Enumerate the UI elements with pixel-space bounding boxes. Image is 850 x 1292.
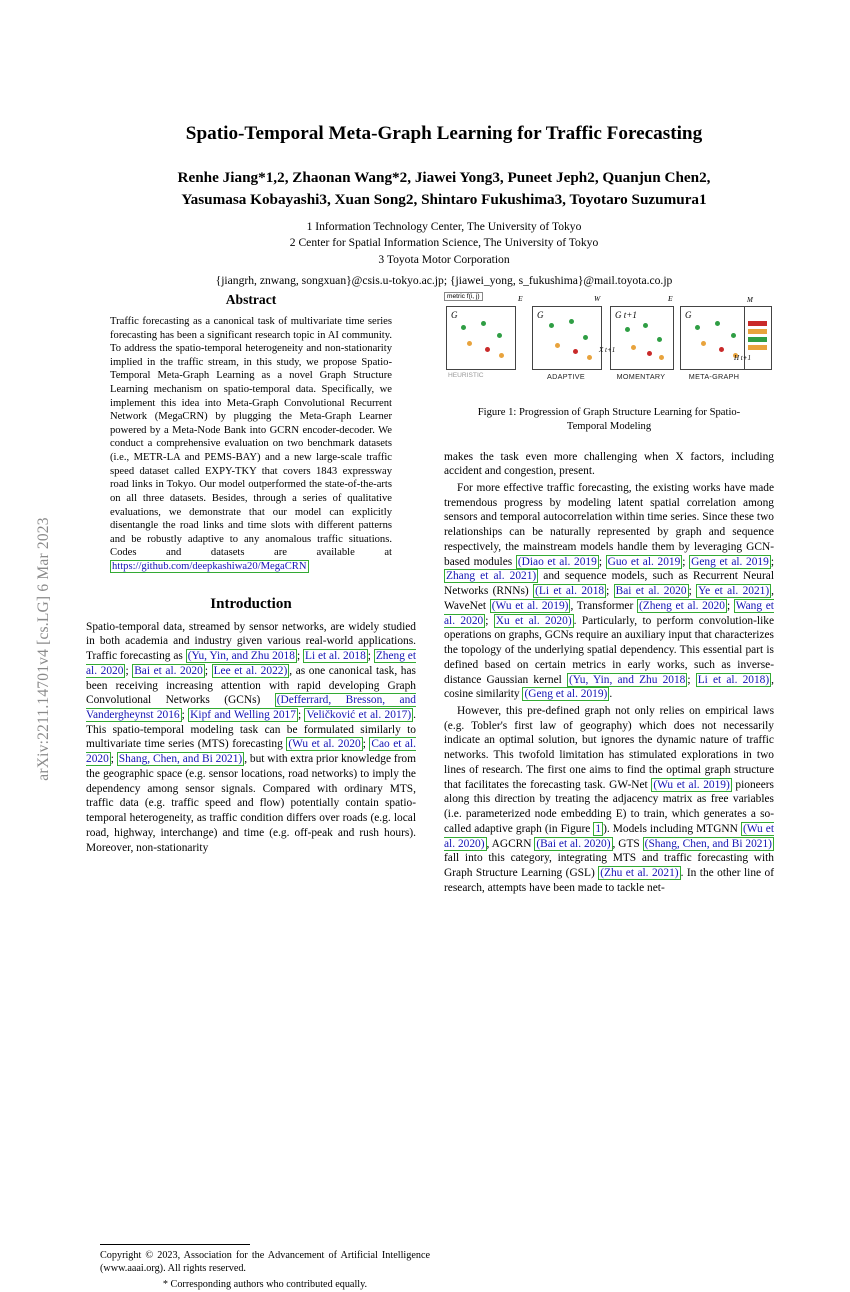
equal-contribution-note: * Corresponding authors who contributed equally.	[162, 1278, 368, 1290]
figure-panel-adaptive	[532, 306, 602, 370]
graph-symbol: G	[685, 310, 692, 320]
node-dot	[631, 345, 636, 350]
citation[interactable]: (Yu, Yin, and Zhu 2018	[569, 673, 686, 686]
node-dot	[485, 347, 490, 352]
momentary-label: MOMENTARY	[616, 372, 666, 381]
para3-text-f: fall into this category, integrating MTS and traffic forecasting with Graph Structure Learning (GSL)	[444, 852, 774, 880]
citation[interactable]: Li et al. 2018	[304, 650, 366, 663]
citation[interactable]: Lee et al. 2022)	[213, 664, 288, 677]
citation[interactable]: Kipf and Welling 2017	[190, 708, 296, 721]
para2-text-b: and sequence models, such as Recurrent Neural Networks (RNNs)	[444, 570, 774, 598]
citation[interactable]: (Wu et al. 2019)	[653, 778, 730, 791]
node-dot	[461, 325, 466, 330]
citation[interactable]: Bai et al. 2020	[615, 585, 687, 598]
para2-text-d: , Transformer	[570, 599, 637, 612]
node-dot	[657, 337, 662, 342]
citation[interactable]: (Wu et al. 2020)	[444, 822, 774, 850]
citation[interactable]: (Wu et al. 2019)	[491, 599, 569, 612]
node-dot	[587, 355, 592, 360]
citation[interactable]: Li et al. 2018)	[697, 673, 770, 686]
citation[interactable]: Veličković et al. 2017)	[306, 708, 412, 721]
figure-1-caption: Figure 1: Progression of Graph Structure Learning for Spatio-Temporal Modeling	[477, 407, 741, 432]
node-dot	[659, 355, 664, 360]
citation[interactable]: (Diao et al. 2019	[517, 555, 597, 568]
arxiv-stamp: arXiv:2211.14701v4 [cs.LG] 6 Mar 2023	[35, 517, 52, 781]
para3-text-c: ). Models including MTGNN	[603, 822, 741, 835]
node-dot	[701, 341, 706, 346]
citation[interactable]: Bai et al. 2020	[134, 664, 203, 677]
node-dot	[549, 323, 554, 328]
para3-text-d: , AGCRN	[486, 837, 535, 850]
author-list	[94, 167, 794, 211]
panel5-hidden-label: H t+1	[734, 354, 751, 362]
memory-bar	[748, 329, 767, 334]
metagraph-label: META-GRAPH	[688, 372, 740, 381]
figure-1	[444, 292, 774, 434]
memory-bar	[748, 337, 767, 342]
citation[interactable]: Zheng et al. 2020	[86, 650, 417, 677]
para2-text-c: , WaveNet	[444, 585, 775, 612]
figure-1-image	[444, 292, 774, 398]
footnote	[100, 1250, 430, 1292]
citation[interactable]: Geng et al. 2019	[691, 555, 769, 568]
citation[interactable]: Zhang et al. 2021)	[446, 570, 537, 583]
affiliation-1: 1 Information Technology Center, The University of Tokyo	[306, 220, 582, 234]
citation[interactable]: Cao et al. 2020	[86, 738, 416, 766]
citation[interactable]: (Yu, Yin, and Zhu 2018	[187, 650, 295, 663]
author-emails: {jiangrh, znwang, songxuan}@csis.u-tokyo.ac.jp; {jiawei_yong, s_fukushima}@mail.toyota.co.jp	[215, 274, 673, 288]
node-dot	[647, 351, 652, 356]
affiliation-2: 2 Center for Spatial Information Science, The University of Tokyo	[289, 236, 599, 250]
abstract-body: Traffic forecasting as a canonical task of multivariate time series forecasting has been a significant research topic in AI community. To address the spatio-temporal heterogeneity and non-stationarity implied in the traffic stream, in this study, we propose Spatio-Temporal Meta-Graph Learning as a novel Graph Structure Learning mechanism on spatio-temporal data. Specifically, we implement this idea into Meta-Graph Convolutional Recurrent Network (MegaCRN) by plugging the Meta-Graph Learner powered by a Meta-Node Bank into GCRN encoder-decoder. We conduct a comprehensive evaluation on two benchmark datasets (i.e., METR-LA and PEMS-BAY) and a new large-scale traffic speed dataset called EXPY-TKY that covers 1843 expressway road links in Tokyo. Our model outperformed the state-of-the-arts on all three datasets. Besides, through a series of qualitative evaluations, we demonstrate that our model can explicitly disentangle the road links and time slots with different patterns and be robustly adaptive to any anomalous traffic situations. Codes and datasets are available at	[110, 316, 392, 559]
graph-symbol: G	[537, 310, 544, 320]
footnote-rule	[100, 1244, 250, 1245]
intro-text-d: , but with extra prior knowledge from the geographic space (e.g. sensor locations, road networks) to imply the dependency among sensor signals. Compared with ordinary MTS, traffic data (e.g. traffic speed and flow) potentially contain spatio-temporal heterogeneity, as traffic condition differs over roads (e.g. local road, highway, interchange) and time (e.g. off-peak and rush hours). Moreover, non-stationarity	[86, 753, 416, 854]
node-dot	[499, 353, 504, 358]
copyright-note: Copyright © 2023, Association for the Advancement of Artificial Intelligence (www.aaai.org). All rights reserved.	[100, 1250, 430, 1274]
node-dot	[481, 321, 486, 326]
node-dot	[497, 333, 502, 338]
figure-panel-momentary	[610, 306, 674, 370]
node-dot	[573, 349, 578, 354]
paper-content	[72, 0, 816, 1290]
intro-text-b: , as one canonical task, has been receiving increasing attention with rapid developing Graph Convolutional Networks (GCNs)	[86, 664, 416, 707]
abstract-heading: Abstract	[225, 292, 277, 307]
citation[interactable]: Wang et al. 2020	[444, 599, 774, 627]
para3-text-a: However, this pre-defined graph not only relies on empirical laws (e.g. Tobler's first law of geography) which does not necessarily indicate an optimal solution, but ignores the dynamic nature of traffic networks. This twofold limitation has stimulated explorations in two lines of research. The first one aims to find the optimal graph structure that facilitates the forecasting task. GW-Net	[444, 705, 774, 791]
memory-bar	[748, 321, 767, 326]
panel3-input-label: X t+1	[599, 346, 616, 354]
metric-label: metric f(i, j)	[444, 292, 483, 301]
node-dot	[467, 341, 472, 346]
memory-bar	[748, 345, 767, 350]
citation[interactable]: (Wu et al. 2020	[288, 738, 361, 751]
node-dot	[643, 323, 648, 328]
citation[interactable]: (Shang, Chen, and Bi 2021)	[644, 837, 772, 850]
para2-text-f: , cosine similarity	[444, 673, 775, 701]
para2-text-e: . Particularly, to perform convolution-like operations on graphs, GCNs require an auxiliary input that characterizes the topology of the underlying spatial dependency. This essential part is defined based on certain metrics in early works, such as inverse-distance Gaussian kernel	[444, 614, 775, 686]
heuristic-label: HEURISTIC	[448, 372, 484, 379]
graph-symbol: G	[451, 310, 458, 320]
para3-text-e: , GTS	[612, 837, 643, 850]
node-dot	[695, 325, 700, 330]
para2-text-a: For more effective traffic forecasting, the existing works have made tremendous progress by modeling latent spatial correlation among sensors and temporal autocorrelation within time series. Since these two relationships can be naturally represented by graph and sequence respectively, the mainstream models handle them by leveraging GCN-based modules	[444, 482, 774, 568]
citation[interactable]: Shang, Chen, and Bi 2021)	[118, 753, 243, 766]
author-line-2: Yasumasa Kobayashi3, Xuan Song2, Shintaro Fukushima3, Toyotaro Suzumura1	[181, 190, 707, 208]
node-dot	[731, 333, 736, 338]
intro-paragraph-1: Spatio-temporal data, streamed by sensor networks, are widely studied in both academia and industry given various real-world applications. Traffic forecasting as (Yu, Yin, and Zhu 2018 ; Li et al. 2018 ; Zheng et al. 2020 ; Bai et al. 2020 ; Lee et al. 2022) , as one canonical task, has been receiving increasing attention with rapid developing Graph Convolutional Networks (GCNs) (Defferrard, Bresson, and Vandergheynst 2016 ; Kipf and Welling 2017 ; Veličković et al. 2017) . This spatio-temporal modeling task can be formulated similarly to multivariate time series (MTS) forecasting (Wu et al. 2020 ; Cao et al. 2020 ; Shang, Chen, and Bi 2021) , but with extra prior knowledge from the geographic space (e.g. sensor locations, road networks) to imply the dependency among sensor signals. Compared with ordinary MTS, traffic data (e.g. traffic speed and flow) potentially contain spatio-temporal heterogeneity, as traffic condition differs over roads (e.g. local road, highway, interchange) and time (e.g. off-peak and rush hours). Moreover, non-stationarity	[86, 620, 417, 854]
right-paragraph-1: makes the task even more challenging when X factors, including accident and congestion, present.	[444, 450, 774, 478]
citation[interactable]: (Zheng et al. 2020	[638, 599, 725, 612]
citation[interactable]: (Li et al. 2018	[535, 585, 605, 598]
right-paragraph-2: For more effective traffic forecasting, the existing works have made tremendous progress by modeling latent spatial correlation among sensors and temporal autocorrelation within time series. Since these two relationships can be naturally represented by graph and sequence respectively, the mainstream models handle them by leveraging GCN-based modules (Diao et al. 2019 ; Guo et al. 2019 ; Geng et al. 2019 ; Zhang et al. 2021) and sequence models, such as Recurrent Neural Networks (RNNs) (Li et al. 2018 ; Bai et al. 2020 ; Ye et al. 2021) , WaveNet (Wu et al. 2019) , Transformer (Zheng et al. 2020 ; Wang et al. 2020 ; Xu et al. 2020) . Particularly, to perform convolution-like operations on graphs, GCNs require an auxiliary input that characterizes the topology of the underlying spatial dependency. This essential part is defined based on certain metrics in early works, such as inverse-distance Gaussian kernel (Yu, Yin, and Zhu 2018 ; Li et al. 2018) , cosine similarity (Geng et al. 2019) .	[444, 482, 775, 701]
citation[interactable]: (Defferrard, Bresson, and Vandergheynst 2016	[86, 694, 416, 721]
para3-text-b: pioneers along this direction by treating the adjacency matrix as free variables (i.e. parameterized node embedding E) to train, which generates a so-called adaptive graph (in Figure	[444, 778, 774, 835]
node-dot	[555, 343, 560, 348]
citation[interactable]: (Geng et al. 2019)	[524, 688, 608, 701]
figure-panel-heuristic	[446, 306, 516, 370]
figure-reference[interactable]: 1	[595, 822, 602, 835]
memory-label: M	[747, 296, 753, 304]
node-dot	[569, 319, 574, 324]
page-title: Spatio-Temporal Meta-Graph Learning for Traffic Forecasting	[185, 123, 703, 144]
node-dot	[719, 347, 724, 352]
edge-symbol-E2: E	[668, 294, 673, 303]
citation[interactable]: (Zhu et al. 2021)	[600, 867, 679, 880]
edge-symbol-E: E	[518, 294, 523, 303]
github-link[interactable]: https://github.com/deepkashiwa20/MegaCRN	[112, 560, 307, 572]
node-dot	[583, 335, 588, 340]
para3-text-g: . In the other line of research, attempts have been made to tackle net-	[444, 867, 775, 894]
edge-symbol-W: W	[594, 294, 601, 303]
citation[interactable]: Guo et al. 2019	[607, 555, 681, 568]
para2-text-g: .	[609, 688, 613, 701]
citation[interactable]: Ye et al. 2021)	[698, 585, 770, 598]
node-dot	[625, 327, 630, 332]
intro-text-a: Spatio-temporal data, streamed by sensor networks, are widely studied in both academia and industry given various real-world applications. Traffic forecasting as	[86, 620, 416, 663]
graph-symbol: G t+1	[615, 310, 637, 320]
right-paragraph-3	[444, 704, 774, 896]
left-column	[86, 292, 430, 1290]
author-line-1: Renhe Jiang*1,2, Zhaonan Wang*2, Jiawei Yong3, Puneet Jeph2, Quanjun Chen2,	[177, 168, 711, 186]
introduction-heading: Introduction	[210, 595, 292, 612]
abstract-text	[110, 315, 392, 574]
affiliations	[102, 219, 786, 268]
right-column	[444, 292, 774, 896]
two-column-body	[72, 292, 816, 1290]
citation[interactable]: Xu et al. 2020)	[495, 614, 572, 627]
intro-text-c: . This spatio-temporal modeling task can be formulated similarly to multivariate time series (MTS) forecasting	[86, 708, 416, 751]
node-dot	[715, 321, 720, 326]
citation[interactable]: (Bai et al. 2020)	[536, 837, 611, 850]
affiliation-3: 3 Toyota Motor Corporation	[378, 252, 510, 266]
adaptive-label: ADAPTIVE	[547, 372, 585, 381]
